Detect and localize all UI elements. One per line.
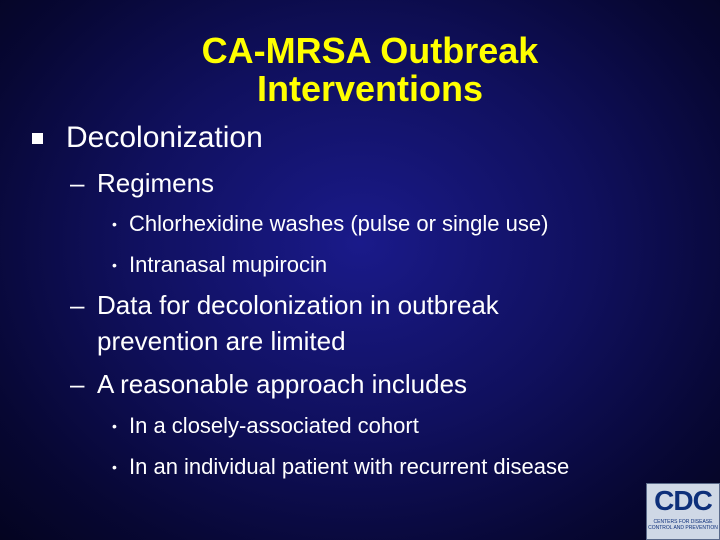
list-item-text: Chlorhexidine washes (pulse or single use) [129, 211, 549, 236]
sub-bullet-text: A reasonable approach includes [97, 369, 468, 399]
dash-icon: – [70, 369, 85, 399]
title-line-1: CA-MRSA Outbreak [201, 30, 539, 71]
bullet-text: Decolonization [66, 121, 263, 154]
title-line-2: Interventions [256, 68, 484, 109]
sub-bullet-text-line-1: Data for decolonization in outbreak [97, 290, 499, 320]
dot-bullet-icon: • [112, 216, 117, 232]
list-item-text: In a closely-associated cohort [129, 413, 419, 438]
cdc-logo-subtext [647, 519, 719, 531]
cdc-logo [646, 483, 720, 540]
dot-bullet-icon: • [112, 418, 117, 434]
sub-bullet-text: Regimens [97, 168, 215, 198]
list-item-text: In an individual patient with recurrent disease [129, 454, 570, 479]
dash-icon: – [70, 290, 85, 320]
cdc-logo-subtext-line-1: CENTERS FOR DISEASE [653, 519, 713, 525]
square-bullet-icon [32, 133, 43, 144]
dot-bullet-icon: • [112, 459, 117, 475]
cdc-logo-subtext-line-2: CONTROL AND PREVENTION [648, 525, 718, 531]
dot-bullet-icon: • [112, 257, 117, 273]
sub-bullet-text-line-2: prevention are limited [97, 326, 346, 356]
dash-icon: – [70, 168, 85, 198]
cdc-logo-text: CDC [654, 485, 712, 516]
slide-title [150, 32, 590, 108]
list-item-text: Intranasal mupirocin [129, 252, 328, 277]
